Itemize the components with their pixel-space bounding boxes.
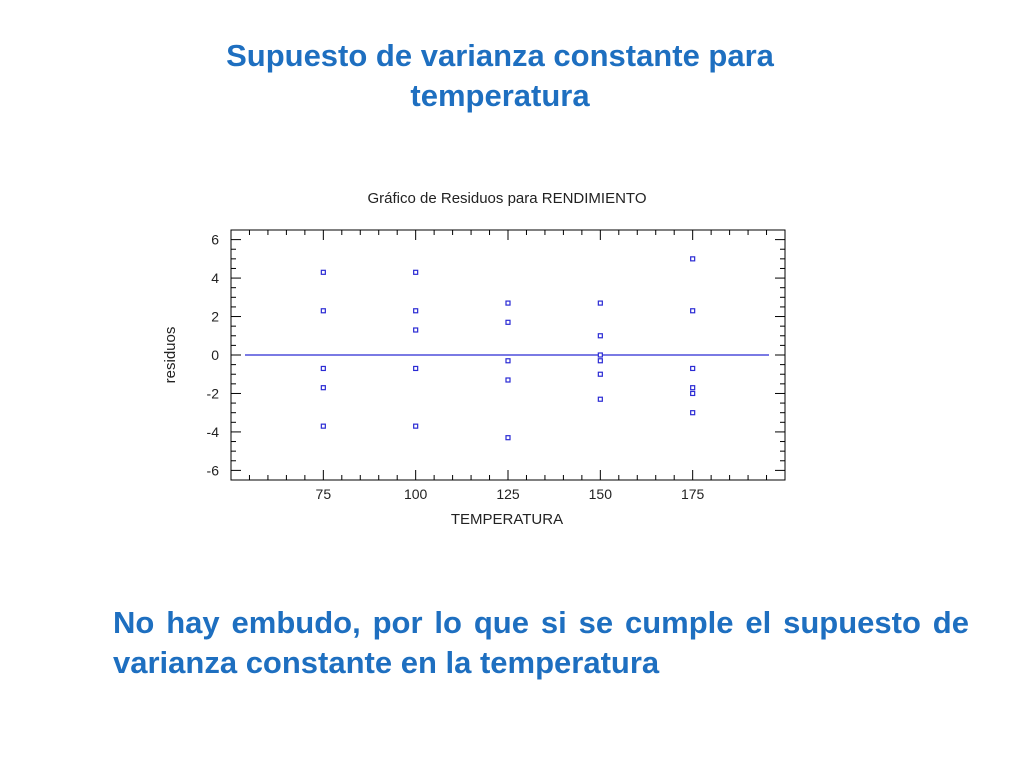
y-tick-label: 0 xyxy=(211,347,219,363)
x-tick-label: 100 xyxy=(403,486,428,502)
x-axis xyxy=(249,230,766,502)
residual-point xyxy=(598,359,602,363)
residual-point xyxy=(598,301,602,305)
y-axis-label: residuos xyxy=(162,326,179,384)
residual-point xyxy=(321,424,325,428)
residual-point xyxy=(598,397,602,401)
residual-point xyxy=(414,366,418,370)
conclusion-text: No hay embudo, por lo que si se cumple el supuesto de varianza constante en la temperatura xyxy=(113,605,969,680)
residual-point xyxy=(414,309,418,313)
residual-point xyxy=(691,366,695,370)
residual-point xyxy=(691,257,695,261)
residual-point xyxy=(414,270,418,274)
residual-point xyxy=(691,391,695,395)
residual-point xyxy=(691,411,695,415)
chart-title: Gráfico de Residuos para RENDIMIENTO xyxy=(367,190,647,207)
residual-point xyxy=(598,372,602,376)
residual-point xyxy=(598,353,602,357)
slide-title: Supuesto de varianza constante para temperatura xyxy=(226,38,774,113)
residual-point xyxy=(598,334,602,338)
residual-point xyxy=(414,424,418,428)
residual-point xyxy=(414,328,418,332)
y-tick-label: -2 xyxy=(206,385,219,402)
residual-point xyxy=(506,359,510,363)
residual-point xyxy=(506,378,510,382)
x-axis-label: TEMPERATURA xyxy=(450,511,564,528)
x-tick-label: 175 xyxy=(680,486,705,502)
y-tick-label: -4 xyxy=(206,423,219,440)
residual-point xyxy=(691,386,695,390)
y-tick-label: -6 xyxy=(206,462,219,479)
x-tick-label: 150 xyxy=(588,486,613,502)
residual-points xyxy=(321,257,694,440)
y-tick-label: 6 xyxy=(211,231,219,248)
y-tick-label: 4 xyxy=(211,270,219,287)
residual-point xyxy=(321,309,325,313)
residual-point xyxy=(691,309,695,313)
residual-point xyxy=(506,320,510,324)
residual-point xyxy=(506,436,510,440)
residual-point xyxy=(321,386,325,390)
x-tick-label: 125 xyxy=(496,486,520,502)
residual-point xyxy=(506,301,510,305)
residual-point xyxy=(321,270,325,274)
residual-point xyxy=(321,366,325,370)
x-tick-label: 75 xyxy=(315,486,332,502)
y-tick-label: 2 xyxy=(211,308,219,325)
